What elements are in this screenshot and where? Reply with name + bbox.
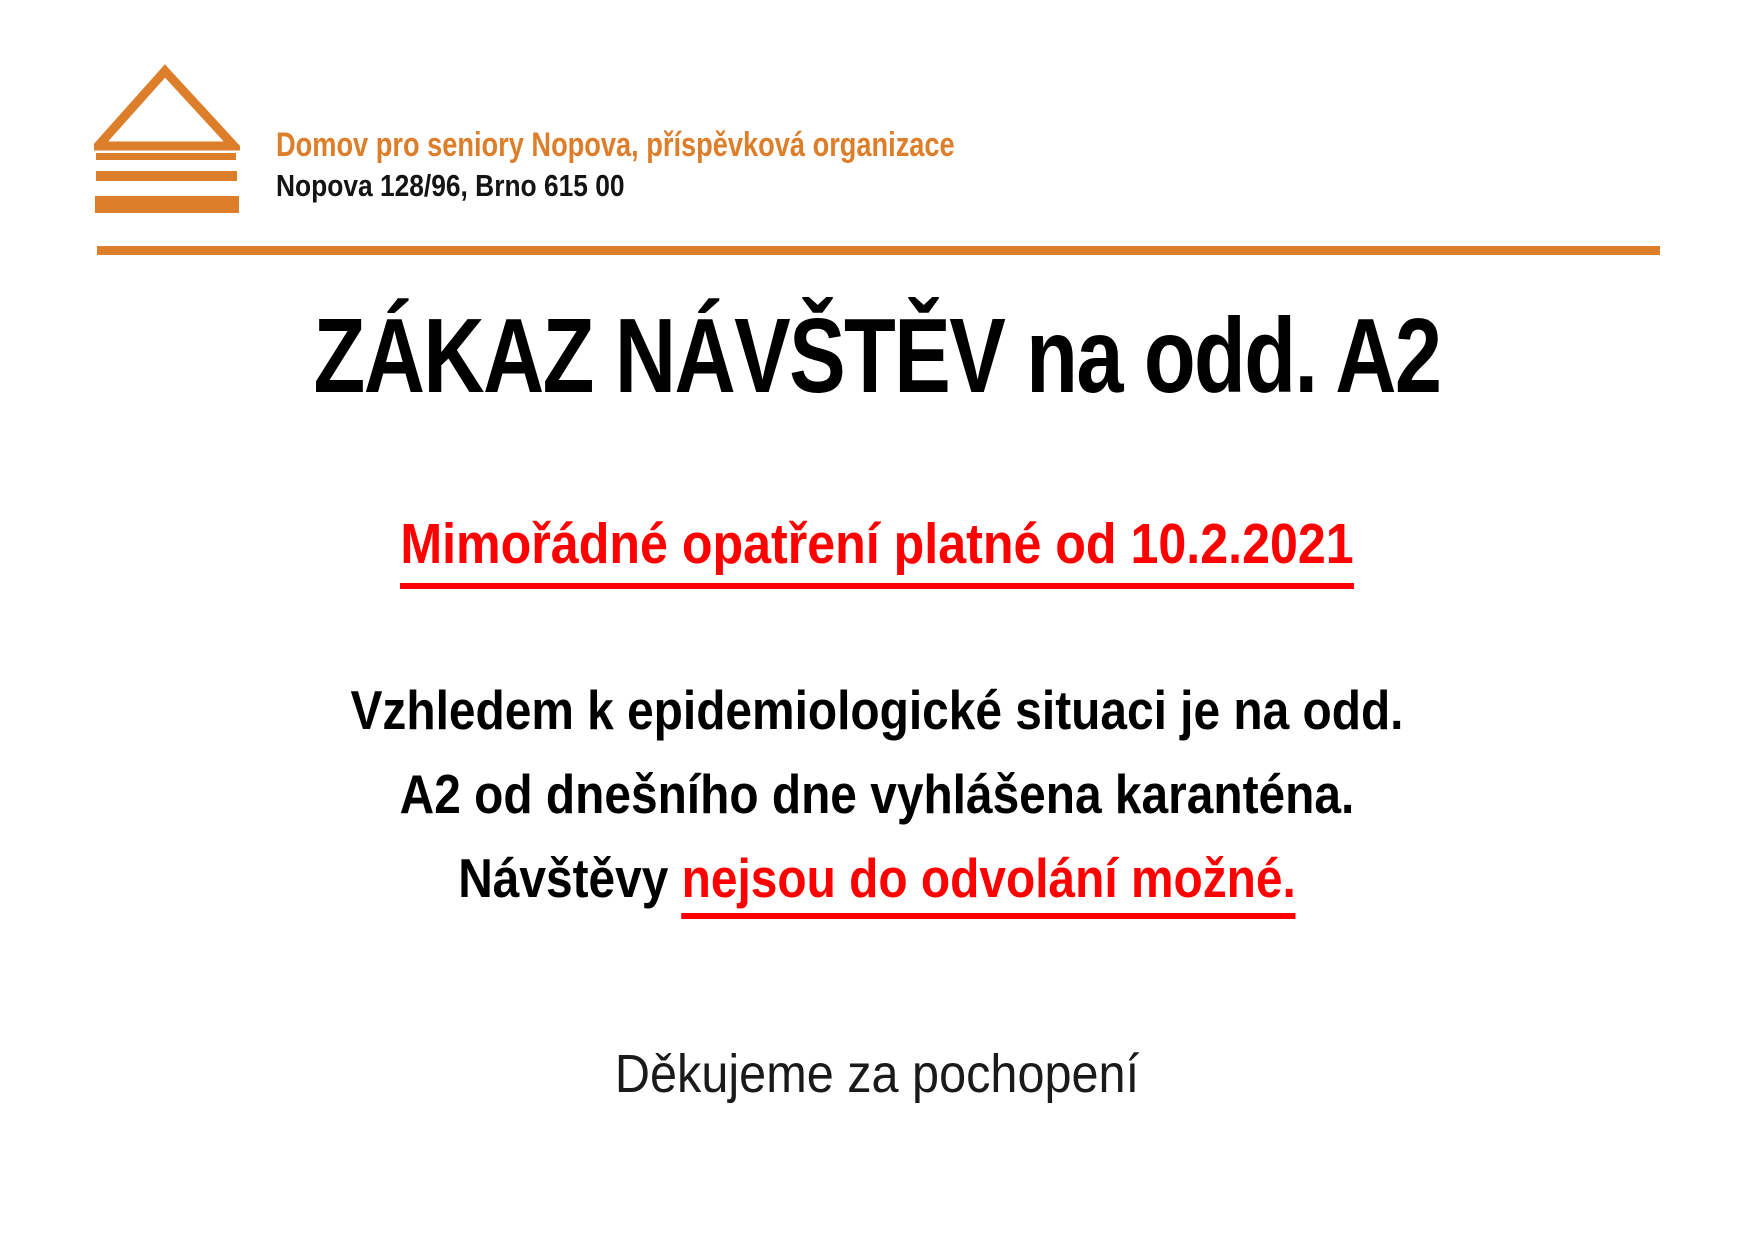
body-line-1: Vzhledem k epidemiologické situaci je na odd.: [350, 679, 1404, 741]
notice-body: [0, 668, 1754, 920]
org-name: Domov pro seniory Nopova, příspěvková organizace: [276, 126, 955, 164]
closing-line: Děkujeme za pochopení: [614, 1044, 1140, 1104]
body-line-3-black: Návštěvy: [458, 847, 682, 909]
body-line-3: [114, 836, 1640, 920]
notice-subtitle-text: Mimořádné opatření platné od 10.2.2021: [400, 512, 1353, 589]
body-line-2: A2 od dnešního dne vyhlášena karanténa.: [399, 763, 1355, 825]
house-logo-icon: [94, 64, 240, 216]
body-line-3-red: nejsou do odvolání možné.: [682, 848, 1296, 919]
org-address: Nopova 128/96, Brno 615 00: [276, 168, 625, 203]
notice-title: ZÁKAZ NÁVŠTĚV na odd. A2: [313, 297, 1441, 415]
notice-subtitle: [105, 512, 1649, 589]
header-divider: [97, 246, 1660, 255]
